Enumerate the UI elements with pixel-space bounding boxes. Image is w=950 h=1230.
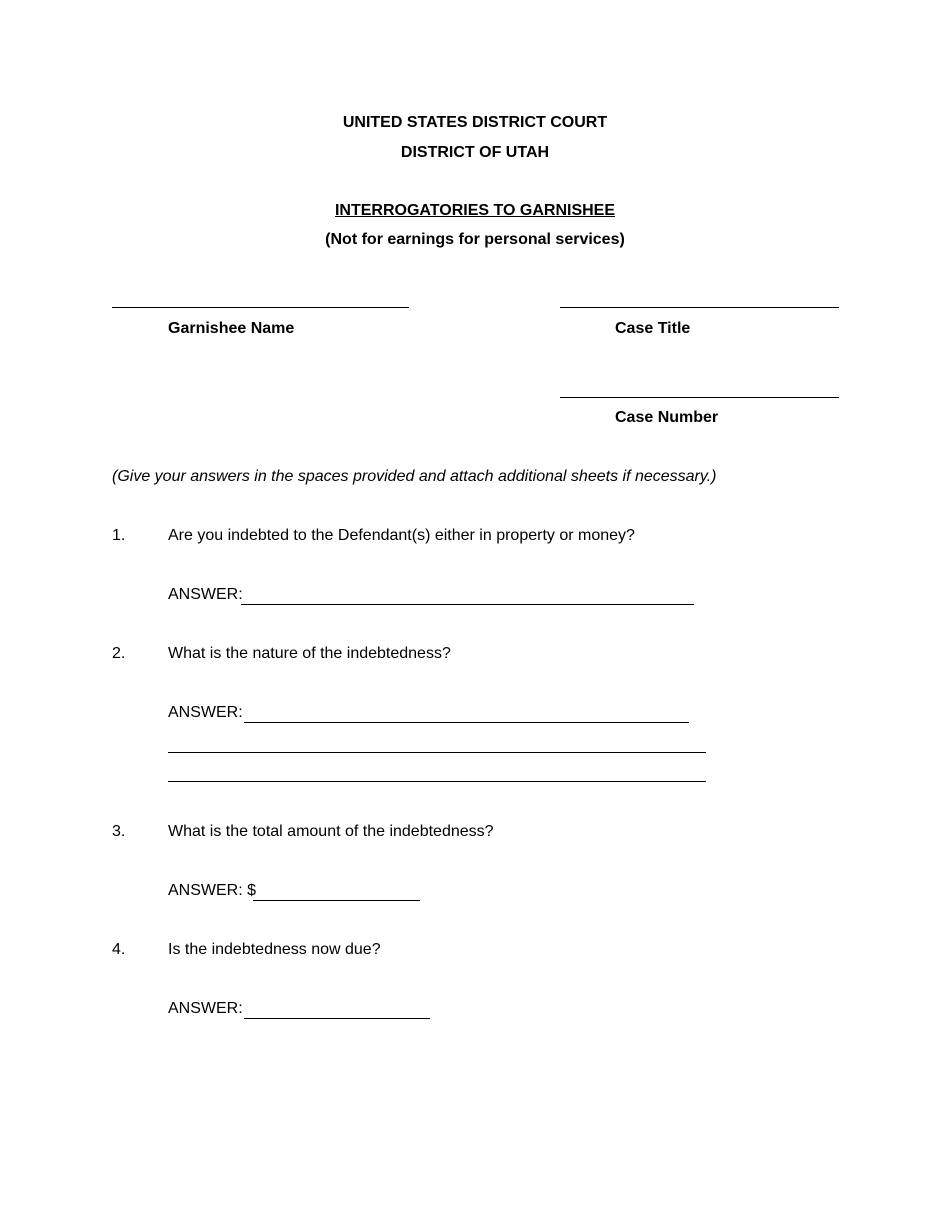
answer-line[interactable] — [244, 722, 689, 723]
document-title-text: INTERROGATORIES TO GARNISHEE — [334, 202, 616, 219]
question-text: What is the total amount of the indebtedness? — [168, 823, 494, 840]
document-subtitle: (Not for earnings for personal services) — [325, 231, 625, 248]
answer-line[interactable] — [244, 1018, 430, 1019]
case-number-line[interactable] — [560, 397, 839, 398]
answer-label: ANSWER: — [168, 1000, 243, 1017]
case-title-label: Case Title — [615, 320, 691, 337]
question-text: Is the indebtedness now due? — [168, 941, 381, 958]
district-name: DISTRICT OF UTAH — [400, 144, 550, 161]
garnishee-name-line[interactable] — [112, 307, 409, 308]
garnishee-name-label: Garnishee Name — [168, 320, 295, 337]
answer-line-continued[interactable] — [168, 752, 706, 753]
answer-label: ANSWER: — [168, 586, 243, 603]
question-number: 1. — [112, 527, 126, 544]
court-name: UNITED STATES DISTRICT COURT — [342, 114, 608, 131]
case-title-line[interactable] — [560, 307, 839, 308]
question-number: 2. — [112, 645, 126, 662]
answer-label: ANSWER: — [168, 704, 243, 721]
question-text: What is the nature of the indebtedness? — [168, 645, 451, 662]
case-number-label: Case Number — [615, 409, 719, 426]
question-text: Are you indebted to the Defendant(s) either in property or money? — [168, 527, 635, 544]
answer-line[interactable] — [241, 604, 694, 605]
answer-line-continued[interactable] — [168, 781, 706, 782]
document-title — [0, 202, 950, 220]
answer-label: ANSWER: $ — [168, 882, 257, 899]
question-number: 4. — [112, 941, 126, 958]
question-number: 3. — [112, 823, 126, 840]
instructions: (Give your answers in the spaces provided and attach additional sheets if necessary.) — [112, 468, 717, 485]
answer-amount-line[interactable] — [253, 900, 420, 901]
